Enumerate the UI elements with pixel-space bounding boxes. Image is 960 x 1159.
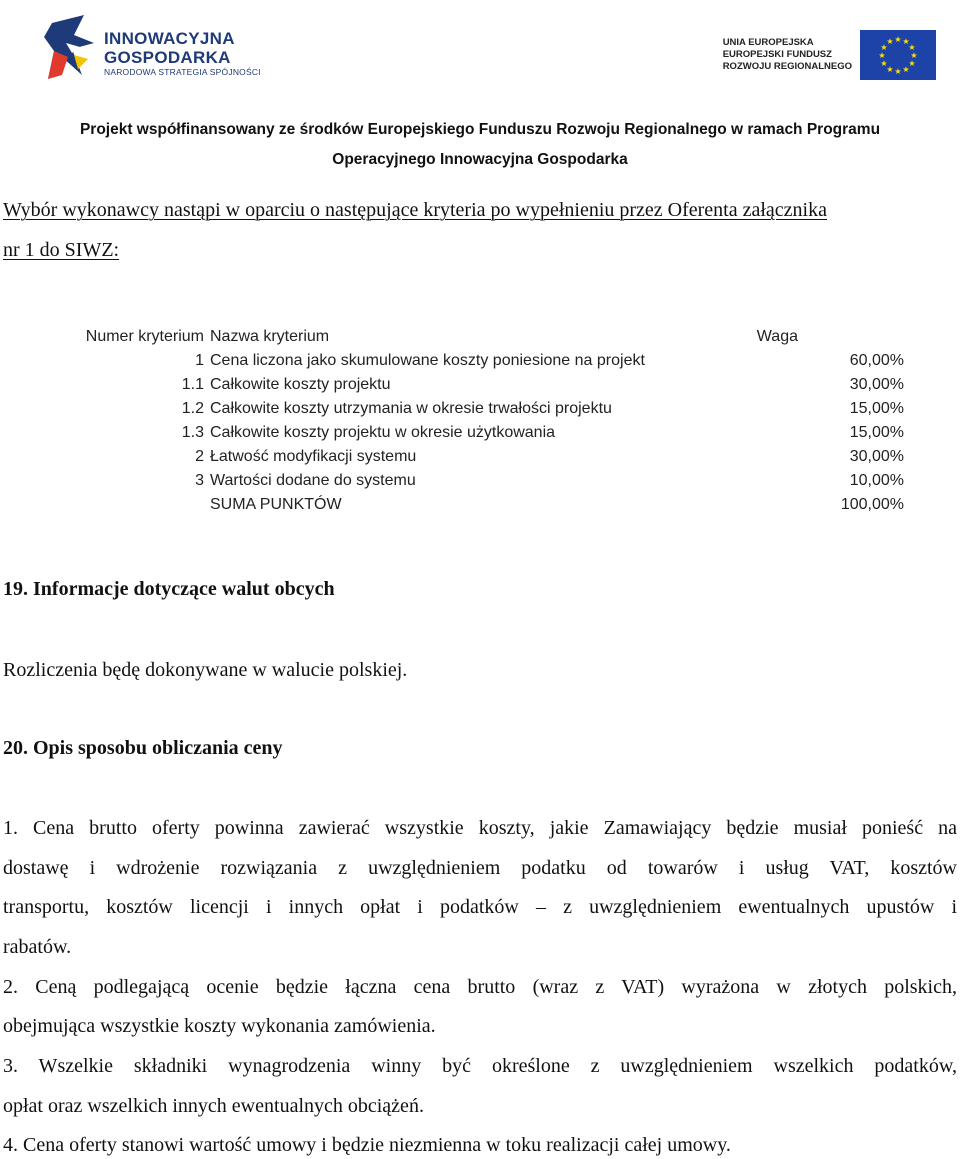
svg-text:★: ★ <box>886 37 894 46</box>
criterion-num: 1.2 <box>181 400 204 417</box>
svg-text:★: ★ <box>880 59 888 68</box>
logo-line3: NARODOWA STRATEGIA SPÓJNOŚCI <box>104 67 261 77</box>
criterion-name: Łatwość modyfikacji systemu <box>210 448 417 465</box>
eu-line1: UNIA EUROPEJSKA <box>722 37 814 48</box>
svg-text:★: ★ <box>894 67 902 76</box>
criterion-weight: 10,00% <box>849 472 904 489</box>
para3-line2: opłat oraz wszelkich innych ewentualnych obciążeń. <box>3 1095 424 1117</box>
svg-text:★: ★ <box>902 37 910 46</box>
criterion-name: Całkowite koszty utrzymania w okresie trwałości projektu <box>210 400 612 417</box>
para2-line2: obejmująca wszystkie koszty wykonania zamówienia. <box>3 1015 436 1037</box>
criterion-weight: 30,00% <box>849 448 904 465</box>
svg-text:★: ★ <box>908 59 916 68</box>
criterion-weight: 100,00% <box>840 496 904 513</box>
criterion-weight: 30,00% <box>849 376 904 393</box>
table-row <box>0 352 960 372</box>
criterion-num: 1.3 <box>181 424 204 441</box>
criterion-name: Wartości dodane do systemu <box>210 472 416 489</box>
svg-text:★: ★ <box>894 35 902 44</box>
eu-line3: ROZWOJU REGIONALNEGO <box>722 61 852 72</box>
criterion-name: Cena liczona jako skumulowane koszty poniesione na projekt <box>210 352 645 369</box>
logo-line2: GOSPODARKA <box>104 48 231 67</box>
criterion-num: 2 <box>195 448 204 465</box>
header-waga: Waga <box>756 328 798 345</box>
svg-text:★: ★ <box>886 65 894 74</box>
svg-text:★: ★ <box>902 65 910 74</box>
svg-text:★: ★ <box>908 43 916 52</box>
criterion-name: Całkowite koszty projektu w okresie użytkowania <box>210 424 556 441</box>
table-row <box>0 472 960 492</box>
criterion-weight: 15,00% <box>849 424 904 441</box>
svg-text:★: ★ <box>878 51 886 60</box>
criterion-name: Całkowite koszty projektu <box>210 376 391 393</box>
innowacyjna-gospodarka-logo <box>44 13 274 85</box>
para4-line1: 4. Cena oferty stanowi wartość umowy i będzie niezmienna w toku realizacji całej umowy. <box>3 1134 731 1156</box>
eu-flag-icon <box>860 30 936 80</box>
table-row <box>0 448 960 468</box>
svg-text:★: ★ <box>880 43 888 52</box>
para2-line1: 2. Ceną podlegającą ocenie będzie łączna cena brutto (wraz z VAT) wyrażona w złotych polskich, <box>3 976 957 998</box>
para1-line4: rabatów. <box>3 936 72 958</box>
criterion-weight: 15,00% <box>849 400 904 417</box>
project-line2: Operacyjnego Innowacyjna Gospodarka <box>332 151 628 168</box>
intro-line1: Wybór wykonawcy nastąpi w oparciu o następujące kryteria po wypełnieniu przez Oferenta załącznika <box>3 199 827 221</box>
section-20-title: 20. Opis sposobu obliczania ceny <box>3 737 283 759</box>
table-row <box>0 400 960 420</box>
para1-line2: dostawę i wdrożenie rozwiązania z uwzględnieniem podatku od towarów i usług VAT, kosztów <box>3 857 957 879</box>
eu-logo <box>716 30 936 80</box>
criterion-num: 1.1 <box>181 376 204 393</box>
eu-line2: EUROPEJSKI FUNDUSZ <box>722 49 832 60</box>
logo-line1: INNOWACYJNA <box>104 29 235 48</box>
para1-line1: 1. Cena brutto oferty powinna zawierać wszystkie koszty, jakie Zamawiający będzie musiał ponieść na <box>3 817 957 839</box>
section-19-text: Rozliczenia będę dokonywane w walucie polskiej. <box>3 659 408 681</box>
section-19-title: 19. Informacje dotyczące walut obcych <box>3 578 335 600</box>
criterion-num: 1 <box>195 352 204 369</box>
para3-line1: 3. Wszelkie składniki wynagrodzenia winny być określone z uwzględnieniem wszelkich podatków, <box>3 1055 957 1077</box>
criterion-name: SUMA PUNKTÓW <box>210 496 342 513</box>
criterion-num: 3 <box>195 472 204 489</box>
logo-star-icon <box>44 13 104 85</box>
table-row <box>0 376 960 396</box>
project-line1: Projekt współfinansowany ze środków Europejskiego Funduszu Rozwoju Regionalnego w ramach Programu <box>79 121 881 138</box>
table-row-total <box>0 496 960 516</box>
svg-text:★: ★ <box>910 51 918 60</box>
intro-line2: nr 1 do SIWZ: <box>3 239 120 261</box>
table-row <box>0 424 960 444</box>
criteria-header-row <box>0 328 960 348</box>
criterion-weight: 60,00% <box>849 352 904 369</box>
header-nazwa: Nazwa kryterium <box>210 328 330 345</box>
header-numer: Numer kryterium <box>85 328 204 345</box>
para1-line3: transportu, kosztów licencji i innych opłat i podatków – z uwzględnieniem ewentualnych upustów i <box>3 896 957 918</box>
